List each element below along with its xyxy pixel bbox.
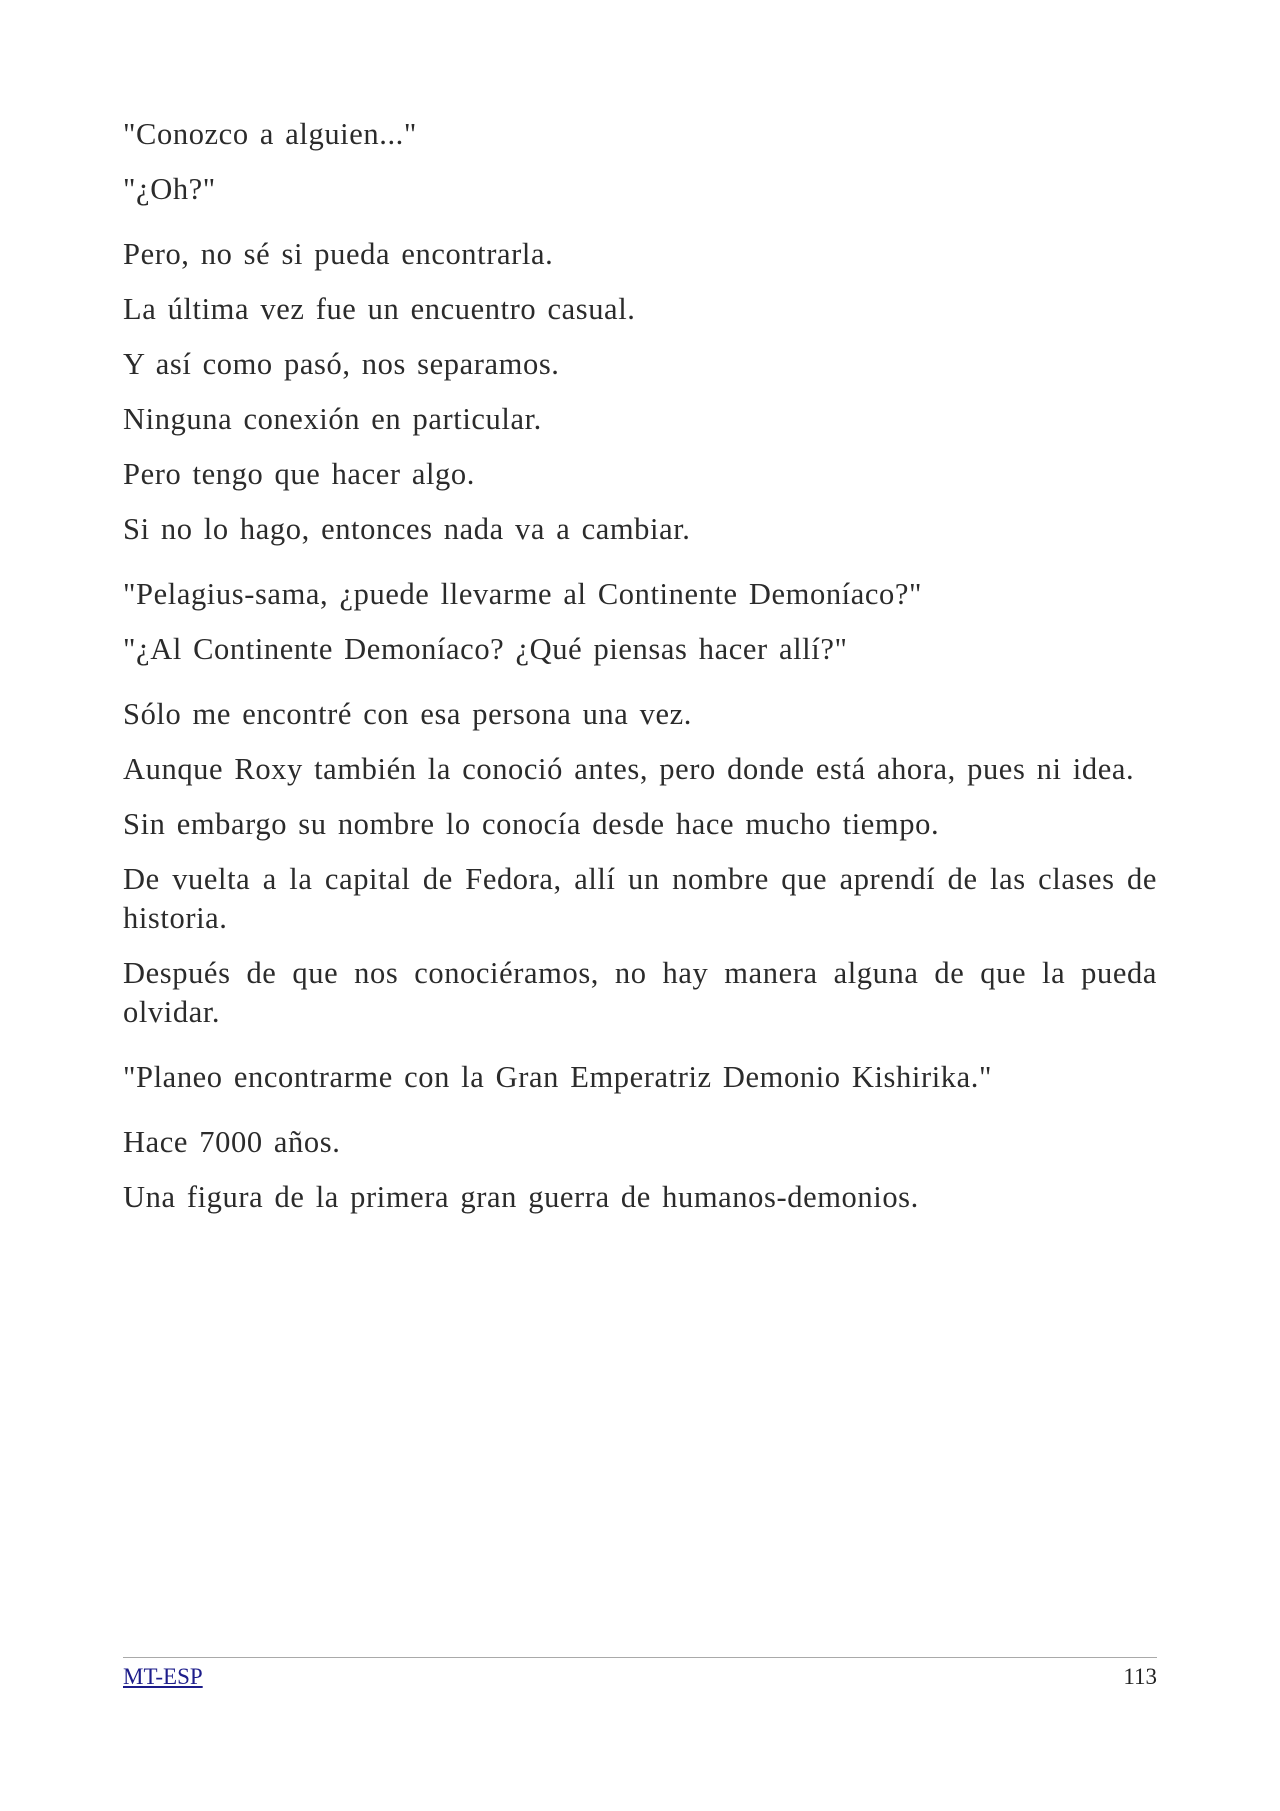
paragraph-group xyxy=(123,1123,1157,1217)
narration-line: Una figura de la primera gran guerra de humanos-demonios. xyxy=(123,1180,919,1214)
narration-line: Y así como pasó, nos separamos. xyxy=(123,347,560,381)
paragraph-group xyxy=(123,575,1157,669)
dialogue-line: "¿Al Continente Demoníaco? ¿Qué piensas hacer allí?" xyxy=(123,632,848,666)
narration-line: Sin embargo su nombre lo conocía desde hace mucho tiempo. xyxy=(123,807,940,841)
narration-line: Ninguna conexión en particular. xyxy=(123,402,542,436)
paragraph-group xyxy=(123,1058,1157,1097)
dialogue-line: "Planeo encontrarme con la Gran Emperatriz Demonio Kishirika." xyxy=(123,1060,993,1094)
narration-line: Pero tengo que hacer algo. xyxy=(123,457,475,491)
paragraph-group xyxy=(123,115,1157,209)
narration-line: Aunque Roxy también la conoció antes, pero donde está ahora, pues ni idea. xyxy=(123,752,1135,786)
footer-link[interactable]: MT-ESP xyxy=(123,1664,203,1689)
narration-line: Después de que nos conociéramos, no hay manera alguna de que la pueda olvidar. xyxy=(123,956,1157,1029)
narration-line: Sólo me encontré con esa persona una vez. xyxy=(123,697,692,731)
page-footer xyxy=(123,1657,1157,1692)
dialogue-line: "Conozco a alguien..." xyxy=(123,117,417,151)
page-number: 113 xyxy=(1123,1664,1157,1689)
narration-line: Si no lo hago, entonces nada va a cambiar. xyxy=(123,512,691,546)
narration-line: La última vez fue un encuentro casual. xyxy=(123,292,636,326)
narration-line: Hace 7000 años. xyxy=(123,1125,341,1159)
narration-line: Pero, no sé si pueda encontrarla. xyxy=(123,237,554,271)
narration-line: De vuelta a la capital de Fedora, allí un nombre que aprendí de las clases de historia. xyxy=(123,862,1157,935)
paragraph-group xyxy=(123,695,1157,1032)
page-body-text xyxy=(123,115,1157,1217)
dialogue-line: "¿Oh?" xyxy=(123,172,216,206)
paragraph-group xyxy=(123,235,1157,549)
dialogue-line: "Pelagius-sama, ¿puede llevarme al Continente Demoníaco?" xyxy=(123,577,923,611)
